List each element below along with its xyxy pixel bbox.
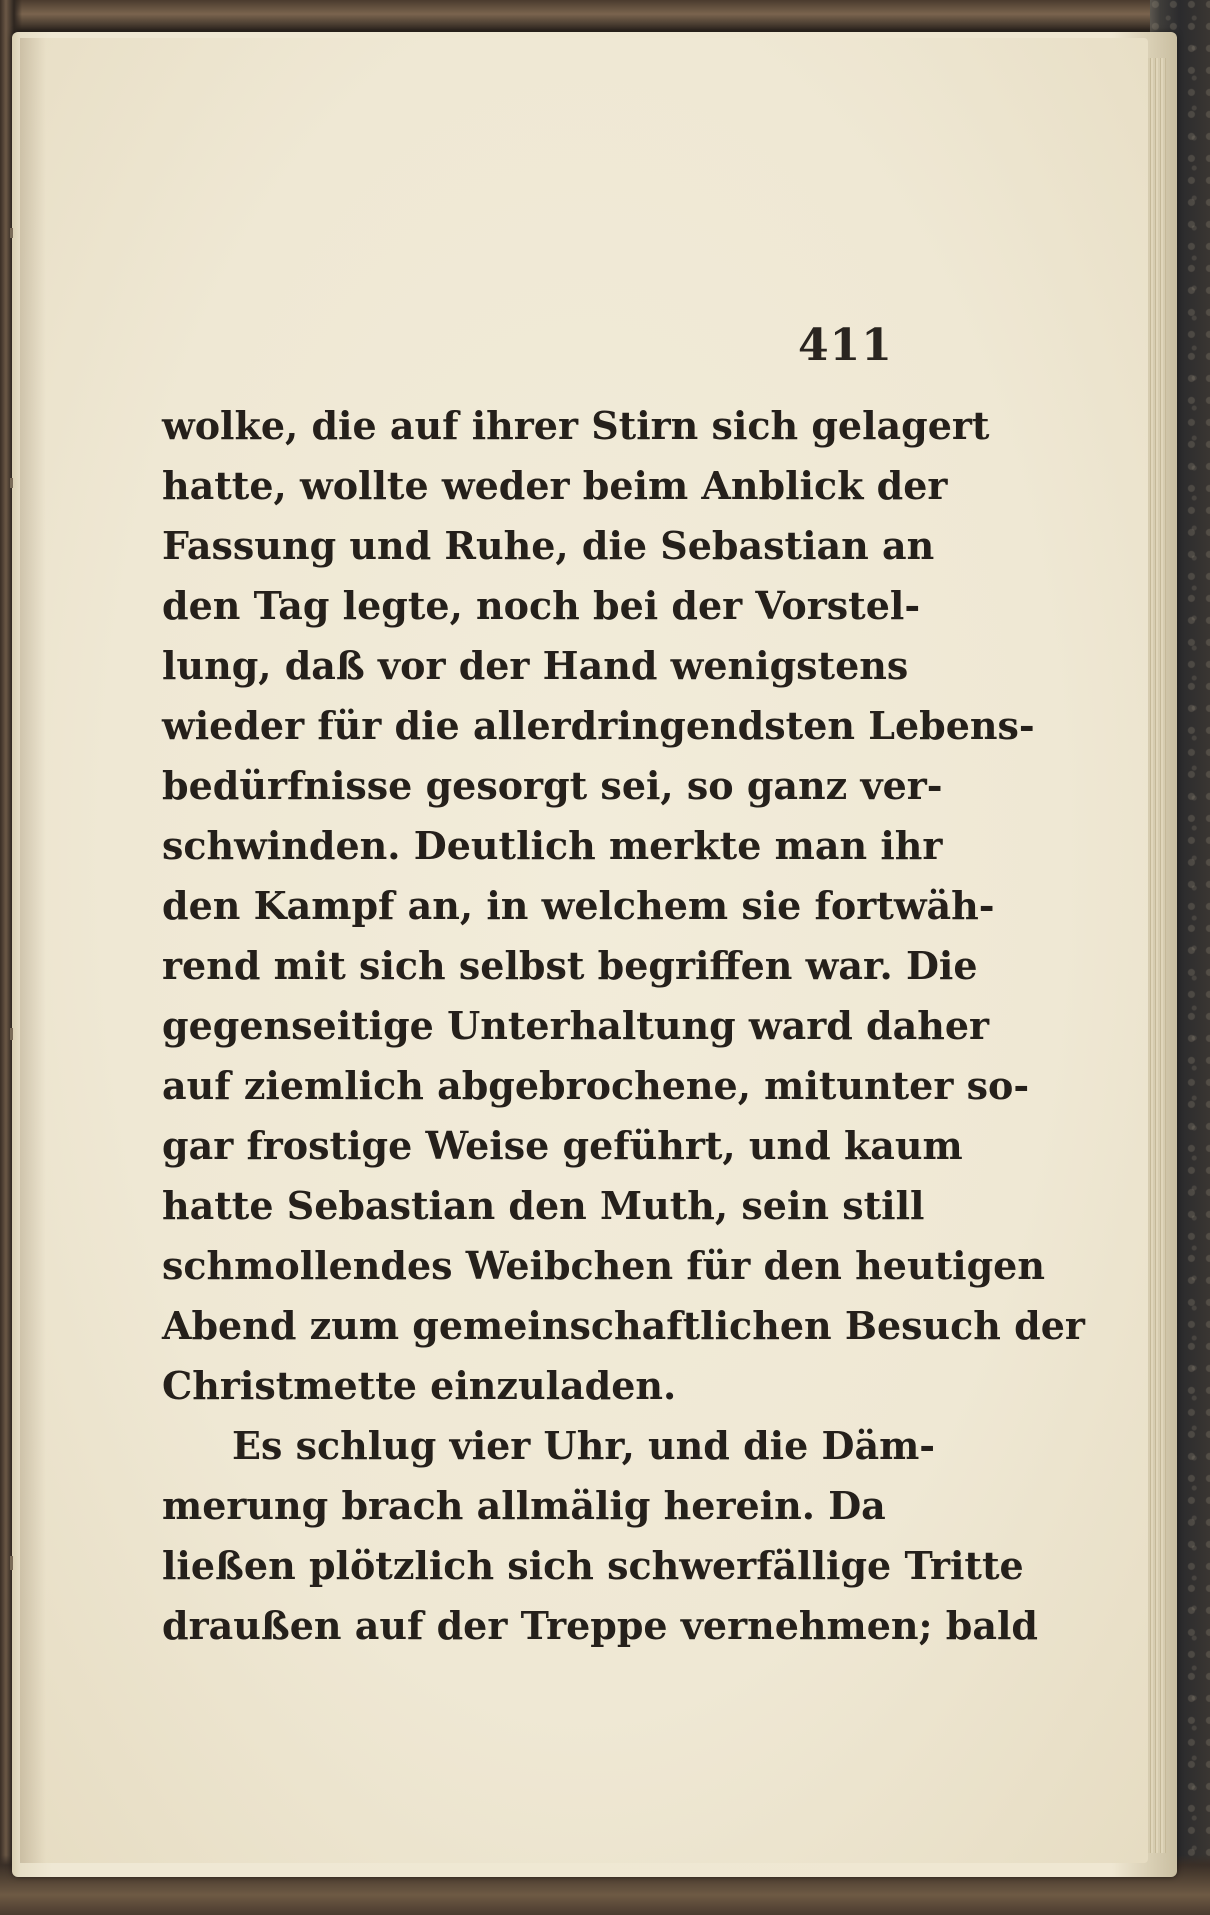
text-line: schwinden. Deutlich merkte man ihr: [162, 823, 943, 868]
text-line: Fassung und Ruhe, die Sebastian an: [162, 523, 935, 568]
text-line: den Kampf an, in welchem sie fortwäh-: [162, 883, 995, 928]
text-line: ließen plötzlich sich schwerfällige Tritte: [162, 1543, 1024, 1588]
binding-mark: [10, 478, 13, 488]
text-line: gar frostige Weise geführt, und kaum: [162, 1123, 963, 1168]
binding-mark: [10, 228, 13, 238]
paragraph-start-line: Es schlug vier Uhr, und die Däm-: [232, 1423, 936, 1468]
text-line: bedürfnisse gesorgt sei, so ganz ver-: [162, 763, 943, 808]
binding-mark: [10, 1556, 13, 1570]
book-page: [20, 38, 1148, 1863]
text-line: gegenseitige Unterhaltung ward daher: [162, 1003, 990, 1048]
text-line: Abend zum gemeinschaftlichen Besuch der: [162, 1303, 1085, 1348]
text-line: auf ziemlich abgebrochene, mitunter so-: [162, 1063, 1030, 1108]
text-line: lung, daß vor der Hand wenigstens: [162, 643, 909, 688]
page-number: 411: [798, 320, 893, 371]
paragraph-end-line: Christmette einzuladen.: [162, 1363, 677, 1408]
binding-mark: [10, 1028, 13, 1040]
text-line: rend mit sich selbst begriffen war. Die: [162, 943, 978, 988]
text-line: wieder für die allerdringendsten Lebens-: [162, 703, 1035, 748]
body-text: [162, 396, 1085, 1656]
text-line: wolke, die auf ihrer Stirn sich gelagert: [162, 403, 990, 448]
text-line: schmollendes Weibchen für den heutigen: [162, 1243, 1045, 1288]
text-line: draußen auf der Treppe vernehmen; bald: [162, 1603, 1039, 1648]
text-line: hatte Sebastian den Muth, sein still: [162, 1183, 925, 1228]
text-line: hatte, wollte weder beim Anblick der: [162, 463, 948, 508]
text-line: merung brach allmälig herein. Da: [162, 1483, 886, 1528]
text-line: den Tag legte, noch bei der Vorstel-: [162, 583, 921, 628]
